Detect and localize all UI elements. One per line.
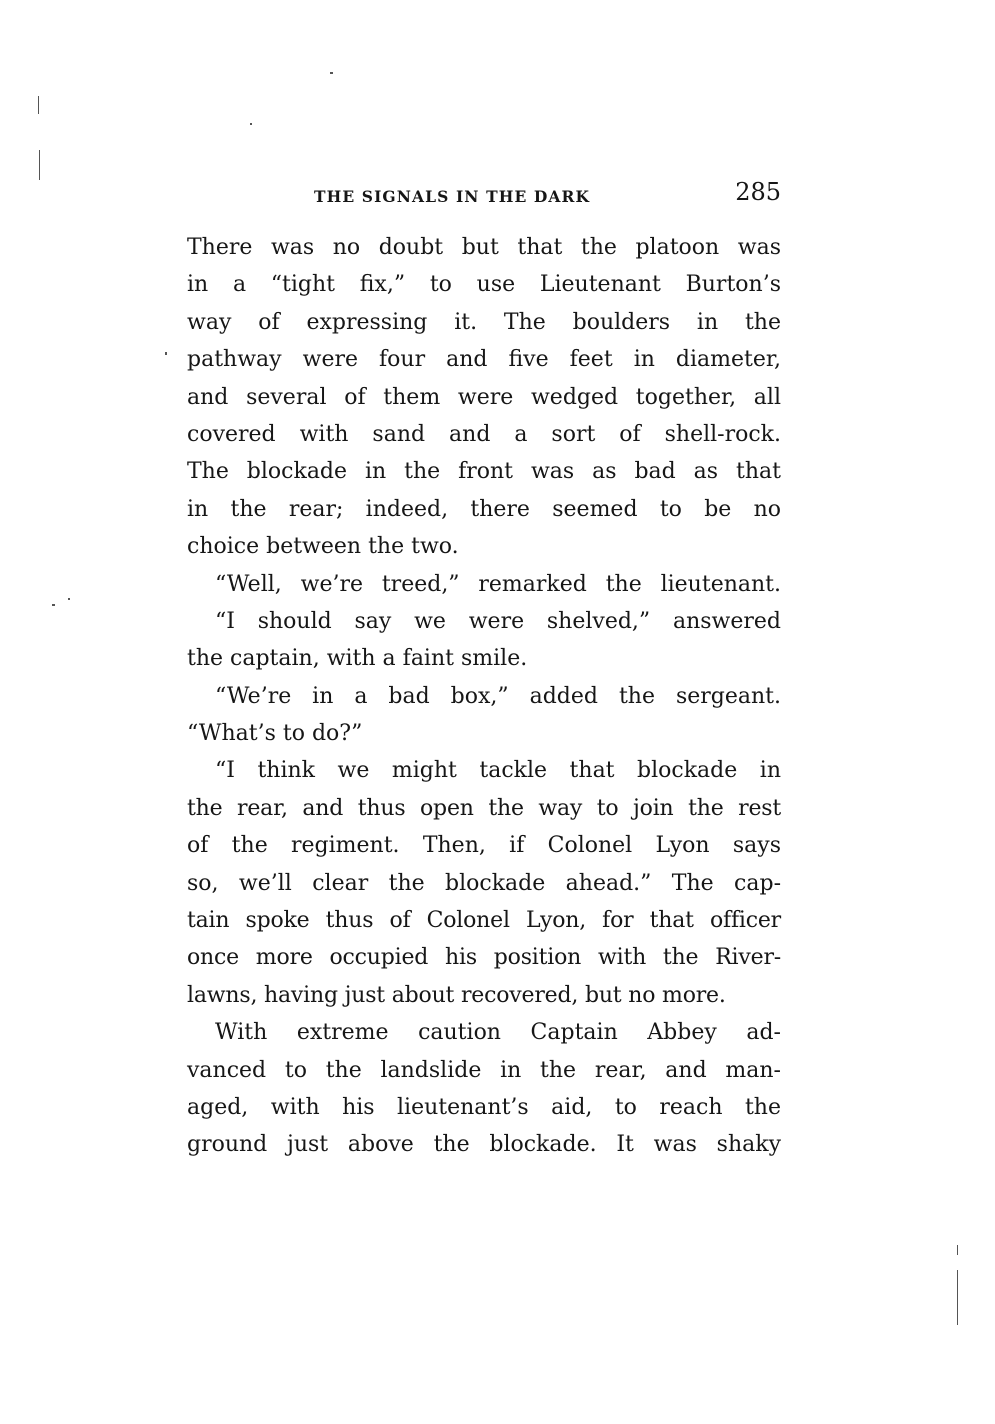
scan-speck bbox=[39, 150, 40, 180]
text-line: once more occupied his position with the River- bbox=[187, 945, 781, 971]
text-line: There was no doubt but that the platoon was bbox=[187, 235, 781, 260]
text-line: covered with sand and a sort of shell-rock. bbox=[187, 421, 781, 447]
text-line: pathway were four and five feet in diameter, bbox=[187, 347, 781, 373]
text-line: ground just above the blockade. It was shaky bbox=[187, 1132, 781, 1158]
text-line: the captain, with a faint smile. bbox=[187, 646, 528, 672]
scan-speck bbox=[957, 1270, 958, 1325]
scan-speck bbox=[957, 1245, 958, 1255]
scan-speck bbox=[330, 72, 333, 74]
text-line: choice between the two. bbox=[187, 534, 459, 560]
text-line: The blockade in the front was as bad as that bbox=[187, 459, 781, 485]
scan-speck bbox=[165, 352, 167, 355]
text-line: in the rear; indeed, there seemed to be no bbox=[187, 496, 781, 522]
running-head-title: THE SIGNALS IN THE DARK bbox=[314, 187, 591, 206]
scan-speck bbox=[250, 123, 252, 125]
text-line: and several of them were wedged together, all bbox=[187, 384, 781, 410]
scan-speck bbox=[38, 96, 39, 114]
text-line: “What’s to do?” bbox=[187, 721, 363, 747]
page-number: 285 bbox=[735, 178, 781, 206]
text-line: “We’re in a bad box,” added the sergeant. bbox=[215, 683, 781, 709]
running-header bbox=[187, 178, 781, 212]
text-line: aged, with his lieutenant’s aid, to reach the bbox=[187, 1094, 781, 1120]
text-line: the rear, and thus open the way to join the rest bbox=[187, 795, 781, 821]
text-line: “I should say we were shelved,” answered bbox=[215, 608, 781, 634]
scan-speck bbox=[68, 598, 70, 600]
text-line: way of expressing it. The boulders in the bbox=[187, 309, 781, 335]
text-line: lawns, having just about recovered, but no more. bbox=[187, 982, 726, 1008]
text-line: “I think we might tackle that blockade in bbox=[215, 758, 781, 784]
page-body bbox=[187, 229, 781, 1164]
text-line: vanced to the landslide in the rear, and man- bbox=[187, 1057, 781, 1083]
text-line: so, we’ll clear the blockade ahead.” The cap- bbox=[187, 870, 781, 896]
text-line: in a “tight fix,” to use Lieutenant Burton’s bbox=[187, 272, 781, 298]
text-line: of the regiment. Then, if Colonel Lyon says bbox=[187, 833, 781, 859]
text-line: With extreme caution Captain Abbey ad- bbox=[215, 1020, 781, 1046]
text-line: tain spoke thus of Colonel Lyon, for that officer bbox=[187, 908, 781, 934]
scan-speck bbox=[52, 604, 55, 606]
text-line: “Well, we’re treed,” remarked the lieutenant. bbox=[215, 571, 781, 597]
